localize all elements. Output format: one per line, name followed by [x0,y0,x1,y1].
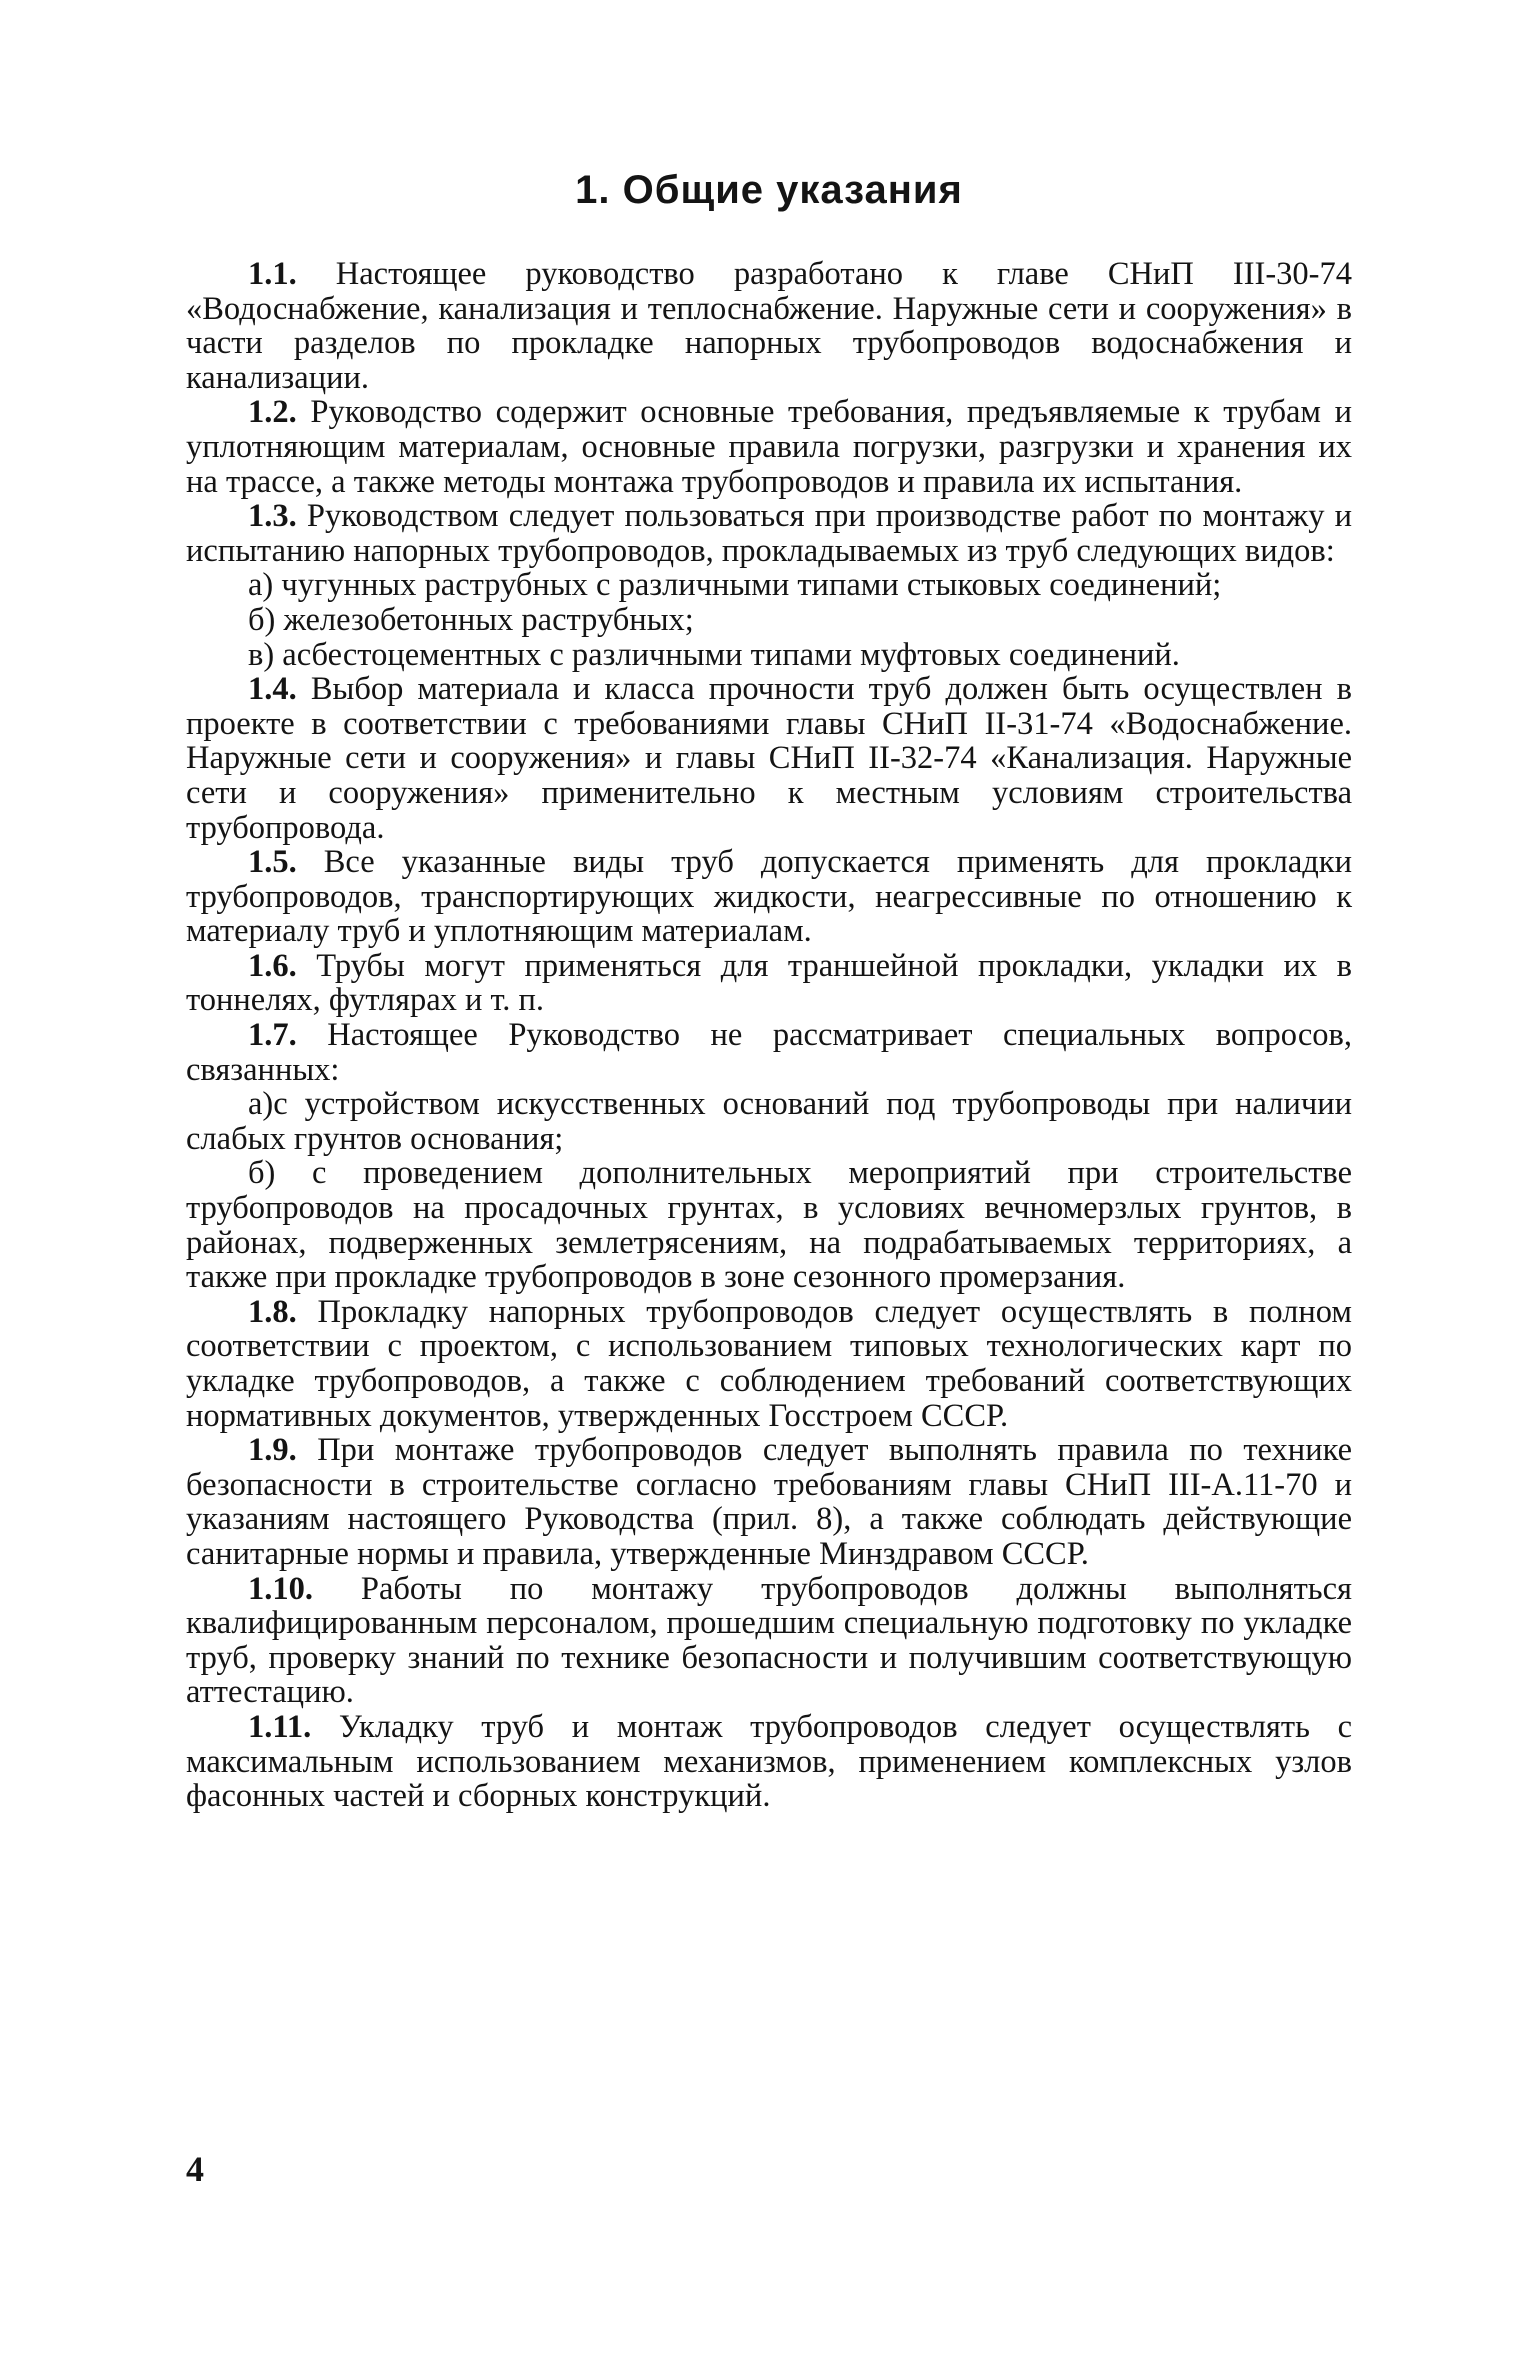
paragraph [186,949,1352,1018]
paragraph [186,845,1352,949]
paragraph [186,1087,1352,1156]
paragraph-text: в) асбестоцементных с различными типами муфтовых соединений. [248,636,1180,673]
paragraph-number: 1.3. [248,498,297,535]
paragraph-number: 1.2. [248,394,297,431]
paragraph-text: б) железобетонных раструбных; [248,601,694,638]
paragraph-text: Работы по монтажу трубопроводов должны выполняться квалифицированным персоналом, прошедшим специальную подготовку по укладке труб, проверку знаний по технике безопасности и получившим соответствующую аттестацию. [186,1570,1352,1711]
paragraph-number: 1.9. [248,1432,297,1469]
paragraph-text: б) с проведением дополнительных мероприятий при строительстве трубопроводов на просадочных грунтах, в условиях вечномерзлых грунтов, в районах, подверженных землетрясениям, на подрабатываемых территориях, а также при прокладке трубопроводов в зоне сезонного промерзания. [186,1155,1352,1296]
paragraph-text: а) чугунных раструбных с различными типами стыковых соединений; [248,567,1222,604]
paragraph-text: Укладку труб и монтаж трубопроводов следует осуществлять с максимальным использованием механизмов, применением комплексных узлов фасонных частей и сборных конструкций. [186,1708,1352,1815]
paragraph-text: При монтаже трубопроводов следует выполнять правила по технике безопасности в строительстве согласно требованиям главы СНиП III-A.11-70 и указаниям настоящего Руководства (прил. 8), а также соблюдать действующие санитарные нормы и правила, утвержденные Минздравом СССР. [186,1432,1352,1572]
paragraph-number: 1.10. [248,1570,313,1607]
paragraph-number: 1.8. [248,1293,297,1330]
paragraph-text: Руководством следует пользоваться при производстве работ по монтажу и испытанию напорных трубопроводов, прокладываемых из труб следующих видов: [186,498,1352,569]
paragraph [186,672,1352,845]
paragraph [186,638,1352,673]
section-title: 1. Общие указания [575,168,963,212]
paragraph [186,395,1352,499]
paragraph-text: Трубы могут применяться для траншейной прокладки, укладки их в тоннелях, футлярах и т. п. [186,947,1352,1019]
paragraph [186,1710,1352,1814]
paragraph-list [186,257,1352,1814]
paragraph-text: Настоящее Руководство не рассматривает специальных вопросов, связанных: [186,1017,1352,1088]
paragraph-text: Все указанные виды труб допускается применять для прокладки трубопроводов, транспортирующих жидкости, неагрессивные по отношению к материалу труб и уплотняющим материалам. [186,844,1352,950]
document-page [186,168,1352,1814]
paragraph-text: Настоящее руководство разработано к главе СНиП III-30-74 «Водоснабжение, канализация и теплоснабжение. Наружные сети и сооружения» в части разделов по прокладке напорных трубопроводов водоснабжения и канализации. [186,256,1352,396]
paragraph [186,1295,1352,1433]
paragraph [186,1156,1352,1294]
paragraph [186,1572,1352,1710]
paragraph-text: Прокладку напорных трубопроводов следует осуществлять в полном соответствии с проектом, с использованием типовых технологических карт по укладке трубопроводов, а также с соблюдением требований соответствующих нормативных документов, утвержденных Госстроем СССР. [186,1293,1352,1434]
paragraph [186,499,1352,568]
page-number: 4 [186,2149,204,2189]
paragraph-text: Руководство содержит основные требования, предъявляемые к трубам и уплотняющим материалам, основные правила погрузки, разгрузки и хранения их на трассе, а также методы монтажа трубопроводов и правила их испытания. [186,394,1352,500]
paragraph-number: 1.4. [248,671,297,708]
paragraph [186,1433,1352,1571]
paragraph [186,603,1352,638]
paragraph [186,568,1352,603]
paragraph-number: 1.5. [248,844,297,881]
paragraph-number: 1.7. [248,1017,297,1054]
paragraph-number: 1.11. [248,1708,312,1745]
paragraph-number: 1.1. [248,256,297,292]
paragraph [186,257,1352,395]
paragraph [186,1018,1352,1087]
paragraph-text: Выбор материала и класса прочности труб должен быть осуществлен в проекте в соответствии с требованиями главы СНиП II-31-74 «Водоснабжение. Наружные сети и сооружения» и главы СНиП II-32-74 «Канализация. Наружные сети и сооружения» применительно к местным условиям строительства трубопровода. [186,671,1352,846]
paragraph-text: а)с устройством искусственных оснований под трубопроводы при наличии слабых грунтов основания; [186,1086,1352,1157]
paragraph-number: 1.6. [248,947,297,984]
